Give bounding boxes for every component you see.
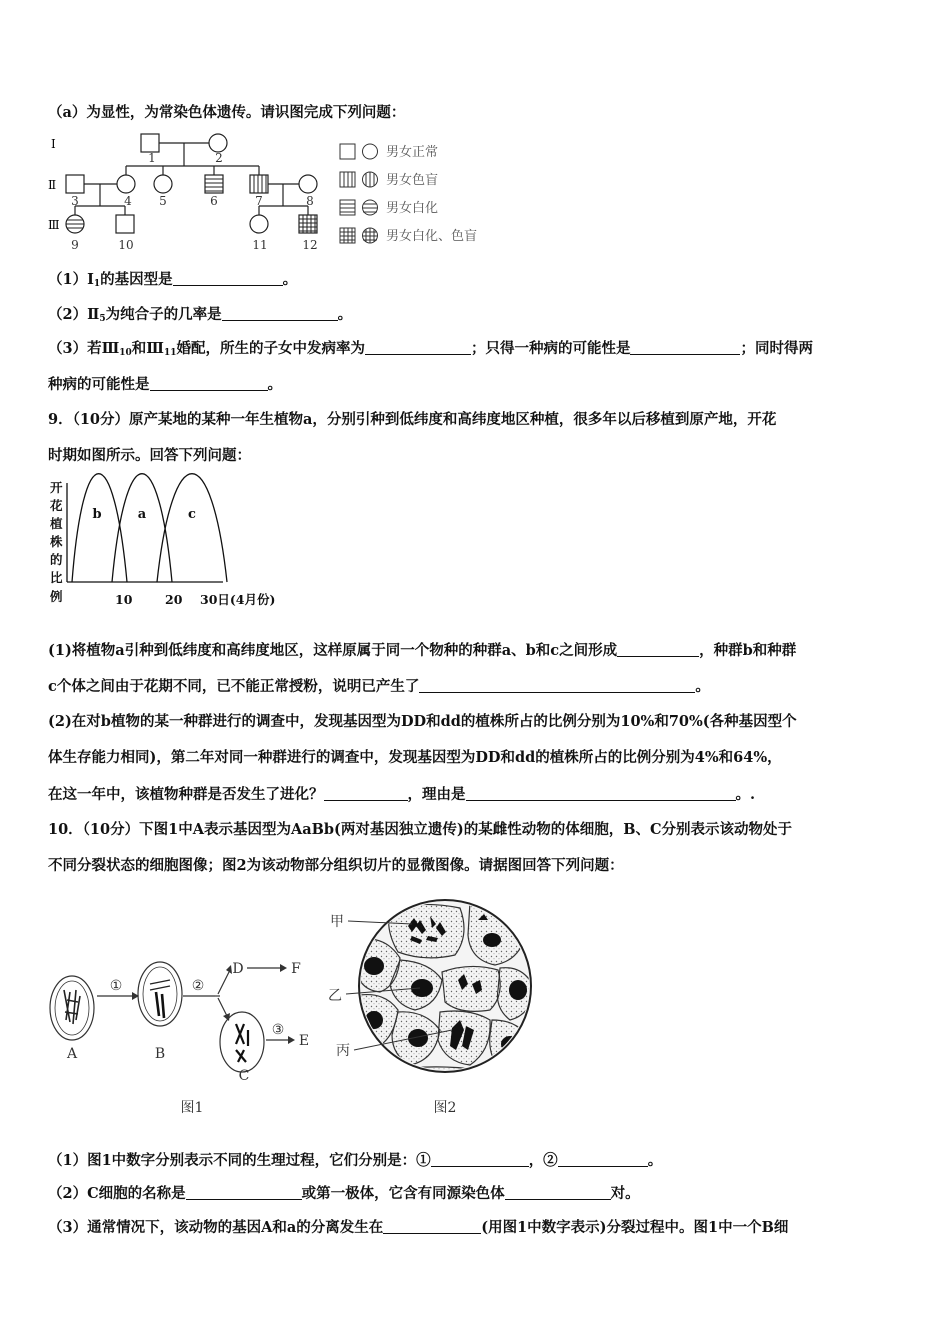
legend-colorblind: 男女色盲 (386, 173, 439, 188)
figure-1-caption: 图1 (180, 1100, 204, 1116)
q8-sub2: $(2)Ⅱ_5$为纯合子的几率是 。 (48, 306, 353, 324)
answer-blank[interactable] (431, 1152, 529, 1167)
pedigree-ind-4 (117, 175, 135, 193)
chart-ylabel-char: 的 (50, 552, 63, 567)
pedigree-ind-3 (66, 175, 84, 193)
cell-b-label: B (154, 1046, 166, 1062)
answer-blank[interactable] (505, 1185, 611, 1200)
ind-num-1: 1 (148, 151, 156, 165)
answer-blank[interactable] (365, 340, 471, 355)
chart-ylabel-char: 株 (50, 534, 63, 549)
q10-sub3: （3）通常情况下，该动物的基因A和a的分离发生在 (用图1中数字表示)分裂过程中。图1中一个B细 (48, 1219, 789, 1236)
pedigree-ind-7 (250, 175, 268, 193)
q10-stem-2: 不同分裂状态的细胞图像；图2为该动物部分组织切片的显微图像。请据图回答下列问题： (48, 857, 624, 874)
ind-num-12: 12 (302, 238, 318, 252)
answer-blank[interactable] (324, 786, 408, 801)
ind-num-10: 10 (118, 238, 134, 252)
chart-ylabel-char: 植 (50, 516, 63, 531)
flowering-chart (48, 478, 288, 613)
legend-normal: 男女正常 (386, 145, 439, 160)
ind-num-7: 7 (255, 194, 263, 208)
chart-ylabel-char: 花 (50, 498, 63, 513)
step-1-label: ① (109, 978, 123, 994)
ind-num-5: 5 (159, 194, 167, 208)
series-label-a: a (137, 507, 147, 522)
q10-stem-1: 10．（10分）下图1中A表示基因型为AaBb(两对基因独立遗传)的某雌性动物的体细胞，B、C分别表示该动物处于 (48, 821, 792, 838)
answer-blank[interactable] (186, 1185, 302, 1200)
cell-a (50, 976, 94, 1040)
chart-ylabel-char: 例 (50, 589, 63, 604)
q9-sub2-cont1: 体生存能力相同)，第二年对同一种群进行的调查中，发现基因型为DD和dd的植株所占的比例分别为4%和64%， (48, 749, 782, 766)
pedigree-figure (48, 128, 508, 256)
answer-blank[interactable] (383, 1219, 481, 1234)
answer-blank[interactable] (630, 340, 740, 355)
q8-sub1: $(1)Ⅰ_1$的基因型是 。 (48, 271, 298, 289)
cell-c (220, 1012, 264, 1072)
answer-blank[interactable] (419, 678, 695, 693)
cell-a-label: A (66, 1046, 78, 1062)
label-bing: 丙 (336, 1043, 350, 1059)
q10-sub1: （1）图1中数字分别表示不同的生理过程，它们分别是：① ，② 。 (48, 1152, 663, 1169)
q9-sub1: (1)将植物a引种到低纬度和高纬度地区，这样原属于同一个物种的种群a、b和c之间形成 ，种群b和种群 (48, 642, 797, 659)
answer-blank[interactable] (150, 376, 268, 391)
pedigree-ind-2 (209, 134, 227, 152)
ind-num-9: 9 (71, 238, 79, 252)
series-curve-a (112, 474, 172, 582)
legend-both: 男女白化、色盲 (386, 229, 478, 244)
ind-num-4: 4 (124, 194, 132, 208)
step-3-label: ③ (271, 1022, 285, 1038)
chart-x-tick: 30日(4月份) (200, 592, 276, 607)
output-d: D (232, 961, 244, 977)
answer-blank[interactable] (558, 1152, 648, 1167)
cell-c-label: C (238, 1068, 250, 1084)
pedigree-ind-12 (299, 215, 317, 233)
ind-num-3: 3 (71, 194, 79, 208)
label-jia: 甲 (330, 914, 344, 930)
series-label-c: c (188, 507, 196, 522)
gen-label-2: Ⅱ (48, 178, 57, 192)
step-2-label: ② (191, 978, 205, 994)
ind-num-6: 6 (210, 194, 218, 208)
chart-ylabel-char: 比 (50, 570, 63, 585)
answer-blank[interactable] (466, 786, 736, 801)
pedigree-ind-1 (141, 134, 159, 152)
pedigree-ind-6 (205, 175, 223, 193)
ind-num-11: 11 (252, 238, 268, 252)
answer-blank[interactable] (222, 306, 338, 321)
chart-ylabel-char: 开 (50, 480, 63, 495)
q9-sub2: (2)在对b植物的某一种群进行的调查中，发现基因型为DD和dd的植株所占的比例分别为10%和70%(各种基因型个 (48, 713, 797, 730)
tissue-section-figure-2 (330, 880, 550, 1120)
ind-num-8: 8 (306, 194, 314, 208)
q8-sub3-cont: 种病的可能性是 。 (48, 376, 282, 393)
q9-sub2-cont2: 在这一年中，该植物种群是否发生了进化？ ，理由是 。. (48, 786, 756, 803)
answer-blank[interactable] (617, 642, 699, 657)
intro-line: （a）为显性，为常染色体遗传。请识图完成下列问题： (48, 104, 406, 121)
gen-label-1: Ⅰ (51, 137, 56, 151)
label-yi: 乙 (328, 988, 342, 1004)
legend-albino: 男女白化 (386, 201, 439, 216)
q8-sub3: （3）若$Ⅲ_{10}$和$Ⅲ_{11}$婚配，所生的子女中发病率为 ；只得一种病的可能性是 ；同时得两 (48, 340, 813, 358)
chart-x-tick: 10 (115, 592, 133, 607)
cell-b (138, 962, 182, 1026)
output-f: F (291, 961, 301, 977)
q9-stem-1: 9．（10分）原产某地的某种一年生植物a，分别引种到低纬度和高纬度地区种植，很多年以后移植到原产地，开花 (48, 411, 777, 428)
answer-blank[interactable] (173, 271, 283, 286)
series-label-b: b (92, 507, 102, 522)
output-e: E (298, 1033, 310, 1049)
q10-sub2: （2）C细胞的名称是 或第一极体，它含有同源染色体 对。 (48, 1185, 640, 1202)
gen-label-3: Ⅲ (48, 218, 60, 232)
q9-stem-2: 时期如图所示。回答下列问题： (48, 447, 251, 464)
cell-division-figure-1 (40, 950, 340, 1120)
q9-sub1-cont: c个体之间由于花期不同，已不能正常授粉，说明已产生了 。 (48, 678, 710, 695)
chart-x-tick: 20 (165, 592, 183, 607)
series-curve-c (157, 474, 227, 582)
ind-num-2: 2 (215, 151, 223, 165)
figure-2-caption: 图2 (433, 1100, 457, 1116)
pedigree-ind-10 (116, 215, 134, 233)
pedigree-ind-8 (299, 175, 317, 193)
pedigree-ind-5 (154, 175, 172, 193)
pedigree-ind-11 (250, 215, 268, 233)
